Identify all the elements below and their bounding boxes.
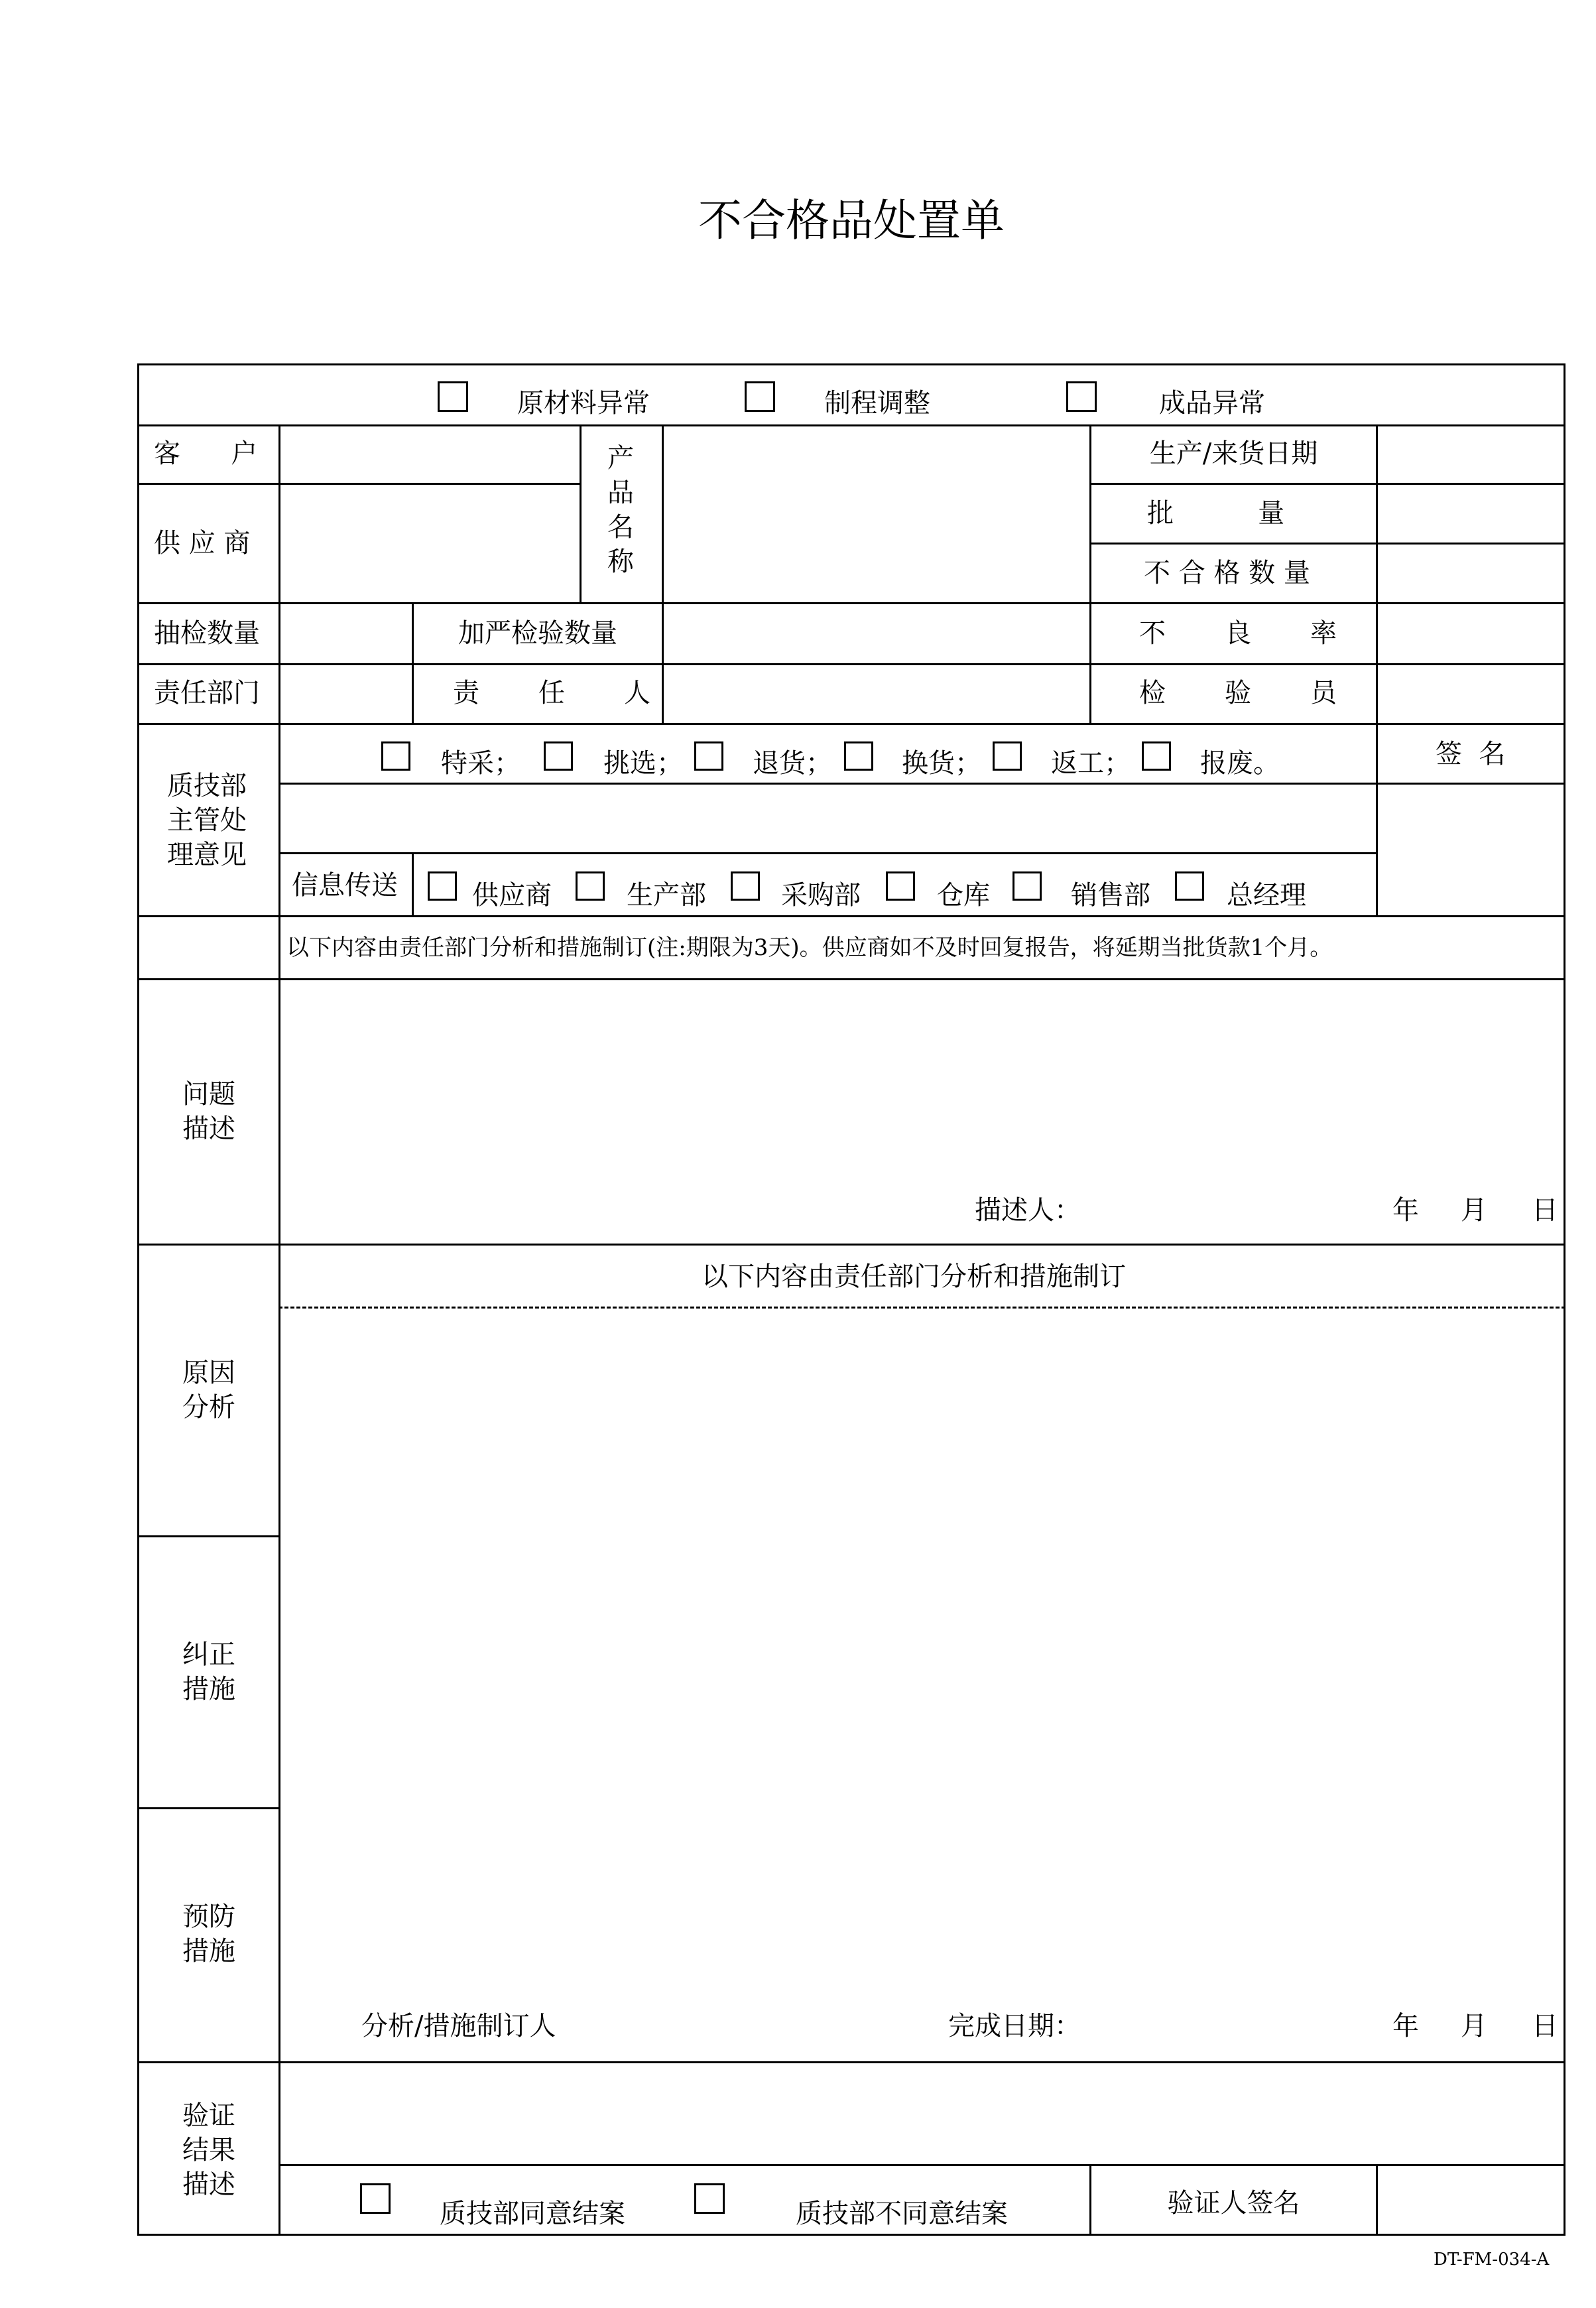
col-line [580,424,582,602]
year-label: 年 [1392,2011,1419,2041]
corrective-label-line: 纠正 [182,1639,235,1670]
checkbox-disposition-exchange[interactable] [844,741,873,771]
row-line [137,663,1565,665]
analysis-header: 以下内容由责任部门分析和措施制订 [702,1261,1126,1292]
checkbox-disposition-special[interactable] [381,741,410,771]
problem-label-line: 描述 [182,1114,235,1144]
problem-label [182,1081,235,1142]
measures-by-label: 分析/措施制订人 [361,2011,556,2041]
disposition-label: 特采； [441,748,521,779]
checkbox-recipient-production[interactable] [576,871,605,901]
checkbox-recipient-purchasing[interactable] [731,871,760,901]
day-label: 日 [1532,1195,1558,1226]
recipient-label: 供应商 [472,880,552,911]
disposition-label: 返工； [1051,748,1131,779]
info-transfer-label: 信息传送 [292,870,398,901]
recipient-label: 采购部 [781,880,861,911]
completion-date-label: 完成日期： [948,2011,1081,2041]
disposition-label: 报废。 [1200,748,1280,779]
col-line [278,424,280,2236]
batch-qty-label: 批 量 [1147,498,1285,529]
product-name-char: 品 [607,478,634,508]
cause-label-line: 原因 [182,1358,235,1388]
product-name-char: 称 [607,546,634,577]
day-label: 日 [1532,2011,1558,2041]
product-name-label [607,445,634,575]
row-line [137,602,1565,604]
col-line [1376,723,1378,915]
qa-opinion-line: 质技部 [167,771,247,801]
abnormal-type-label: 制程调整 [824,388,930,418]
col-line [412,852,414,915]
inspector-label: 检 验 员 [1139,678,1337,708]
notice-text: 以下内容由责任部门分析和措施制订(注:期限为3天)。供应商如不及时回复报告，将延期当批货款1个月。 [286,934,1333,961]
sample-qty-label: 抽检数量 [154,618,260,649]
row-line [137,978,1565,980]
row-line [137,915,1565,917]
preventive-label-line: 措施 [182,1936,235,1966]
checkbox-disposition-rework[interactable] [993,741,1022,771]
doc-code: DT-FM-034-A [1434,2250,1550,2270]
row-line [1089,483,1565,485]
product-name-char: 名 [607,512,634,543]
verifier-sign-label: 验证人签名 [1167,2188,1300,2218]
month-label: 月 [1461,2011,1487,2041]
disposition-label: 退货； [753,748,832,779]
checkbox-disagree-close[interactable] [694,2183,725,2214]
year-label: 年 [1392,1195,1419,1226]
checkbox-agree-close[interactable] [360,2183,391,2214]
preventive-label-line: 预防 [182,1901,235,1932]
verify-label-line: 结果 [182,2135,235,2165]
checkbox-process-adjust[interactable] [745,381,775,412]
preventive-label [182,1903,235,1964]
checkbox-finished-product[interactable] [1066,381,1097,412]
col-line [1376,424,1378,723]
checkbox-recipient-gm[interactable] [1175,871,1204,901]
form-frame [137,363,1565,2236]
row-line [137,2061,1565,2063]
row-line [137,1244,1565,1246]
checkbox-raw-material[interactable] [438,381,468,412]
recipient-label: 销售部 [1071,880,1150,911]
disagree-close-label: 质技部不同意结案 [796,2199,1008,2229]
abnormal-type-label: 原材料异常 [517,388,650,418]
corrective-label [182,1641,235,1702]
col-line [1376,2164,1378,2236]
disposition-label: 挑选； [603,748,683,779]
signature-label: 签 名 [1436,739,1506,769]
cause-label [182,1360,235,1421]
row-line [137,424,1565,426]
row-line [278,852,1378,854]
product-name-char: 产 [607,443,634,474]
defect-rate-label: 不 良 率 [1139,618,1337,649]
checkbox-disposition-scrap[interactable] [1142,741,1171,771]
problem-label-line: 问题 [182,1079,235,1110]
disposition-label: 换货； [902,748,981,779]
describer-label: 描述人： [975,1195,1081,1226]
resp-person-label: 责 任 人 [453,678,651,708]
checkbox-disposition-return[interactable] [694,741,723,771]
qa-opinion-line: 理意见 [167,840,247,870]
tightened-qty-label: 加严检验数量 [458,618,617,649]
checkbox-disposition-sort[interactable] [544,741,573,771]
row-line [137,723,1565,725]
month-label: 月 [1461,1195,1487,1226]
abnormal-type-label: 成品异常 [1159,388,1265,418]
row-line [278,783,1565,785]
verify-label-line: 验证 [182,2100,235,2131]
recipient-label: 仓库 [937,880,990,911]
row-line [278,2164,1565,2166]
cause-label-line: 分析 [182,1392,235,1423]
row-line [137,483,582,485]
ng-qty-label: 不 合 格 数 量 [1144,558,1310,588]
checkbox-recipient-warehouse[interactable] [886,871,915,901]
dashed-divider [278,1307,1565,1309]
checkbox-recipient-sales[interactable] [1013,871,1042,901]
prod-date-label: 生产/来货日期 [1149,438,1318,469]
verify-label [182,2102,235,2198]
verify-label-line: 描述 [182,2169,235,2200]
page-title: 不合格品处置单 [698,195,1005,246]
checkbox-recipient-supplier[interactable] [428,871,457,901]
qa-opinion-label [167,773,247,868]
row-line [1089,543,1565,545]
col-line [662,424,664,723]
row-line [137,1807,278,1809]
resp-dept-label: 责任部门 [154,678,260,708]
customer-label: 客 户 [154,438,258,469]
supplier-label: 供 应 商 [154,528,251,558]
recipient-label: 总经理 [1227,880,1306,911]
col-line [1089,424,1091,723]
agree-close-label: 质技部同意结案 [440,2199,625,2229]
row-line [137,1535,278,1537]
corrective-label-line: 措施 [182,1674,235,1704]
qa-opinion-line: 主管处 [167,805,247,836]
recipient-label: 生产部 [627,880,706,911]
